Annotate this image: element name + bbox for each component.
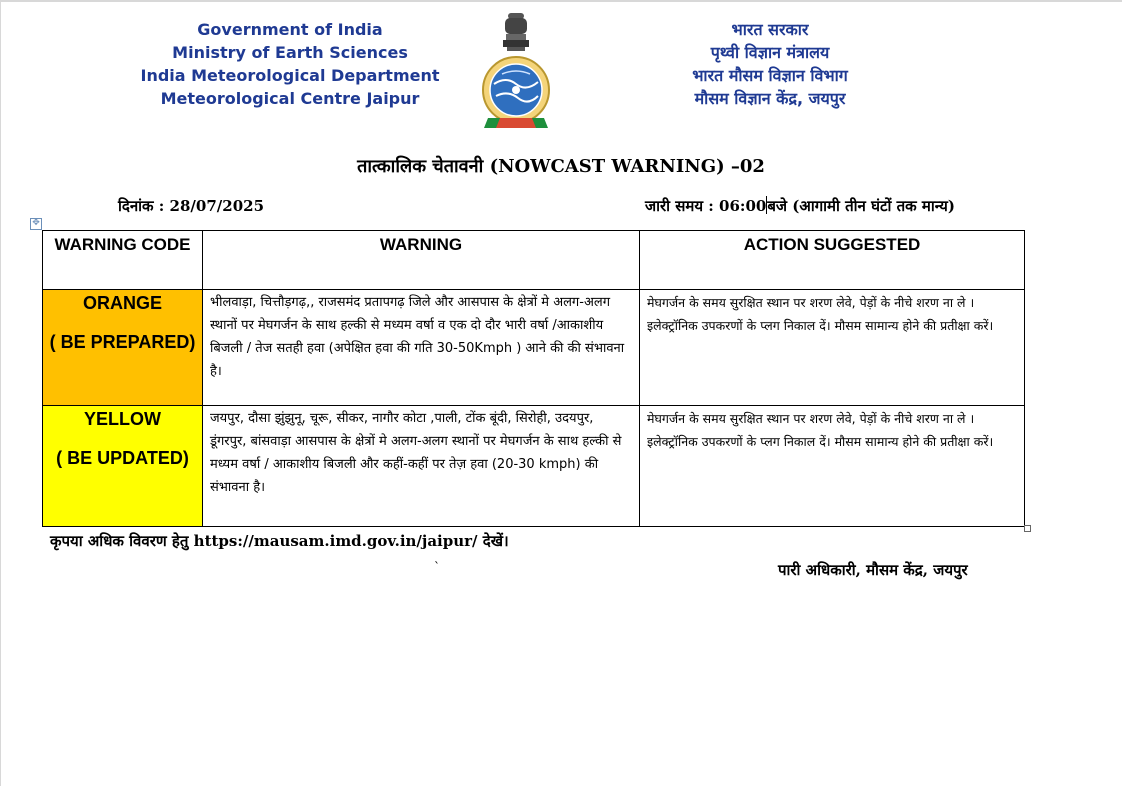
issue-time-prefix: जारी समय : 06:00 [645,197,767,215]
header-en-line: India Meteorological Department [140,66,440,85]
header-action-suggested: ACTION SUGGESTED [640,231,1025,290]
issue-time [645,196,955,216]
action-text-orange: मेघगर्जन के समय सुरक्षित स्थान पर शरण लेवे, पेड़ों के नीचे शरण ना ले । इलेक्ट्रॉनिक उपकरणों के प्लग निकाल दें। मौसम सामान्य होने की प्रतीक्षा करें। [640,290,1025,406]
warning-table [42,230,1025,527]
issue-time-suffix: बजे (आगामी तीन घंटों तक मान्य) [767,197,955,215]
page-top-edge [0,0,1122,2]
issue-date: दिनांक : 28/07/2025 [118,197,265,215]
footer-prefix: कृपया अधिक विवरण हेतु [50,532,194,550]
header-en-line: Government of India [197,20,383,39]
table-header-row [43,231,1025,290]
warning-code-subtitle: ( BE UPDATED) [56,448,189,468]
header-hi-line: भारत सरकार [731,20,809,39]
action-text-yellow: मेघगर्जन के समय सुरक्षित स्थान पर शरण लेवे, पेड़ों के नीचे शरण ना ले । इलेक्ट्रॉनिक उपकरणों के प्लग निकाल दें। मौसम सामान्य होने की प्रतीक्षा करें। [640,406,1025,527]
header-hi-line: मौसम विज्ञान केंद्र, जयपुर [694,89,846,108]
warning-code-label: ORANGE [82,293,162,313]
header-warning-code: WARNING CODE [43,231,203,290]
duty-officer-signature: पारी अधिकारी, मौसम केंद्र, जयपुर [778,561,968,579]
header-english [140,18,440,110]
stray-mark: ` [434,560,440,574]
header-en-line: Meteorological Centre Jaipur [160,89,420,108]
header-hi-line: पृथ्वी विज्ञान मंत्रालय [710,43,830,62]
warning-text-orange: भीलवाड़ा, चित्तौड़गढ़,, राजसमंद प्रतापगढ़ जिले और आसपास के क्षेत्रों मे अलग-अलग स्थानों पर मेघगर्जन के साथ हल्की से मध्यम वर्षा व एक दो दौर भारी वर्षा /आकाशीय बिजली / तेज सतही हवा (अपेक्षित हवा की गति 30-50Kmph ) आने की की संभावना है। [203,290,640,406]
details-link[interactable]: https://mausam.imd.gov.in/jaipur/ [193,532,478,550]
header-en-line: Ministry of Earth Sciences [172,43,408,62]
footer-details [50,531,509,551]
header-warning: WARNING [203,231,640,290]
header-hi-line: भारत मौसम विज्ञान विभाग [692,66,848,85]
warning-text-yellow: जयपुर, दौसा झुंझुनू, चूरू, सीकर, नागौर कोटा ,पाली, टोंक बूंदी, सिरोही, उदयपुर, डूंगरपुर, बांसवाड़ा आसपास के क्षेत्रों मे अलग-अलग स्थानों पर मेघगर्जन के साथ हल्की से मध्यम वर्षा / आकाशीय बिजली और कहीं-कहीं पर तेज़ हवा (20-30 kmph) की संभावना है। [203,406,640,527]
table-resize-handle[interactable] [1024,525,1031,532]
header-hindi [650,18,890,110]
warning-code-subtitle: ( BE PREPARED) [49,332,196,352]
table-move-handle-icon[interactable]: ✥ [30,218,42,230]
table-row-yellow [43,406,1025,527]
imd-emblem-icon [480,10,552,132]
table-row-orange [43,290,1025,406]
warning-code-orange [43,290,203,406]
warning-code-yellow [43,406,203,527]
footer-suffix: देखें। [477,532,509,550]
page-left-edge [0,0,1,786]
document-title: तात्कालिक चेतावनी (NOWCAST WARNING) –02 [357,156,765,177]
warning-code-label: YELLOW [84,409,161,429]
